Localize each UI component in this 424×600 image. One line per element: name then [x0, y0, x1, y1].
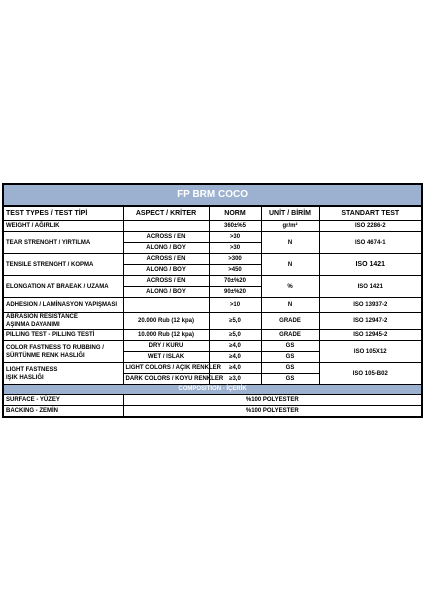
row-aspect: 10.000 Rub (12 kpa): [123, 330, 209, 341]
row-standard: ISO 1421: [319, 254, 422, 276]
row-label: PILLING TEST - PILLING TESTİ: [3, 330, 123, 341]
row-standard: ISO 12947-2: [319, 313, 422, 330]
row-label-line1: ABRASION RESISTANCE: [6, 314, 78, 320]
row-aspect: WET / ISLAK: [123, 352, 209, 363]
row-aspect: ACROSS / EN: [123, 254, 209, 265]
row-label: WEIGHT / AĞIRLIK: [3, 221, 123, 232]
table-row: [3, 330, 422, 341]
row-norm: 360±%5: [209, 221, 261, 232]
composition-header: COMPOSITION - İÇERİK: [3, 385, 422, 395]
row-standard: ISO 2286-2: [319, 221, 422, 232]
row-aspect: DRY / KURU: [123, 341, 209, 352]
surface-value: %100 POLYESTER: [123, 395, 422, 406]
backing-value: %100 POLYESTER: [123, 406, 422, 418]
spec-sheet: [2, 183, 421, 418]
row-unit: GS: [261, 363, 319, 374]
row-label: [3, 363, 123, 385]
row-label-line2: AŞINMA DAYANIMI: [6, 322, 60, 328]
row-unit: N: [261, 298, 319, 313]
composition-header-row: [3, 385, 422, 395]
row-label: TENSILE STRENGHT / KOPMA: [3, 254, 123, 276]
row-aspect: ACROSS / EN: [123, 276, 209, 287]
row-label: ELONGATION AT BRAEAK / UZAMA: [3, 276, 123, 298]
row-unit: GRADE: [261, 313, 319, 330]
row-aspect: LIGHT COLORS / AÇIK RENKLER: [123, 363, 209, 374]
row-aspect: [123, 221, 209, 232]
header-standart: STANDART TEST: [319, 206, 422, 221]
row-unit: gr/m²: [261, 221, 319, 232]
row-aspect: ALONG / BOY: [123, 243, 209, 254]
backing-label: BACKING - ZEMİN: [3, 406, 123, 418]
row-aspect: ALONG / BOY: [123, 265, 209, 276]
row-unit: GS: [261, 341, 319, 352]
table-row: [3, 221, 422, 232]
table-title: FP BRM COCO: [3, 184, 422, 206]
table-row: [3, 395, 422, 406]
row-norm: >30: [209, 243, 261, 254]
row-aspect: [123, 298, 209, 313]
row-norm: ≥4,0: [209, 341, 261, 352]
row-unit: %: [261, 276, 319, 298]
row-label-line1: LIGHT FASTNESS: [6, 366, 58, 373]
row-norm: >10: [209, 298, 261, 313]
row-norm: ≥4,0: [209, 352, 261, 363]
row-label-line2: IŞIK HASLIĞI: [6, 374, 44, 381]
spec-table: [2, 183, 423, 418]
row-norm: >300: [209, 254, 261, 265]
table-row: [3, 341, 422, 352]
table-row: [3, 313, 422, 330]
row-label: TEAR STRENGHT / YIRTILMA: [3, 232, 123, 254]
row-standard: ISO 105-B02: [319, 363, 422, 385]
row-unit: GS: [261, 374, 319, 385]
header-aspect: ASPECT / KRİTER: [123, 206, 209, 221]
row-norm: >30: [209, 232, 261, 243]
row-unit: GRADE: [261, 330, 319, 341]
row-norm: ≥3,0: [209, 374, 261, 385]
table-row: [3, 298, 422, 313]
header-row: [3, 206, 422, 221]
header-norm: NORM: [209, 206, 261, 221]
table-row: [3, 276, 422, 287]
row-aspect: ALONG / BOY: [123, 287, 209, 298]
row-label: [3, 313, 123, 330]
table-row: [3, 363, 422, 374]
table-row: [3, 254, 422, 265]
row-aspect: ACROSS / EN: [123, 232, 209, 243]
row-norm: 90±%20: [209, 287, 261, 298]
row-aspect: 20.000 Rub (12 kpa): [123, 313, 209, 330]
table-row: [3, 232, 422, 243]
surface-label: SURFACE - YÜZEY: [3, 395, 123, 406]
row-label: [3, 341, 123, 363]
row-standard: ISO 105X12: [319, 341, 422, 363]
row-norm: 70±%20: [209, 276, 261, 287]
table-row: [3, 406, 422, 418]
header-unit: UNİT / BİRİM: [261, 206, 319, 221]
row-norm: ≥5,0: [209, 313, 261, 330]
row-label-line2: SÜRTÜNME RENK HASLIĞI: [6, 352, 85, 359]
header-test-types: TEST TYPES / TEST TİPİ: [3, 206, 123, 221]
row-standard: ISO 13937-2: [319, 298, 422, 313]
row-norm: >450: [209, 265, 261, 276]
row-unit: N: [261, 232, 319, 254]
row-standard: ISO 12945-2: [319, 330, 422, 341]
row-unit: GS: [261, 352, 319, 363]
row-label: ADHESION / LAMİNASYON YAPIŞMASI: [3, 298, 123, 313]
row-standard: ISO 4674-1: [319, 232, 422, 254]
row-norm: ≥4,0: [209, 363, 261, 374]
row-label-line1: COLOR FASTNESS TO RUBBING /: [6, 344, 104, 351]
row-unit: N: [261, 254, 319, 276]
row-norm: ≥5,0: [209, 330, 261, 341]
row-standard: ISO 1421: [319, 276, 422, 298]
row-aspect: DARK COLORS / KOYU RENKLER: [123, 374, 209, 385]
